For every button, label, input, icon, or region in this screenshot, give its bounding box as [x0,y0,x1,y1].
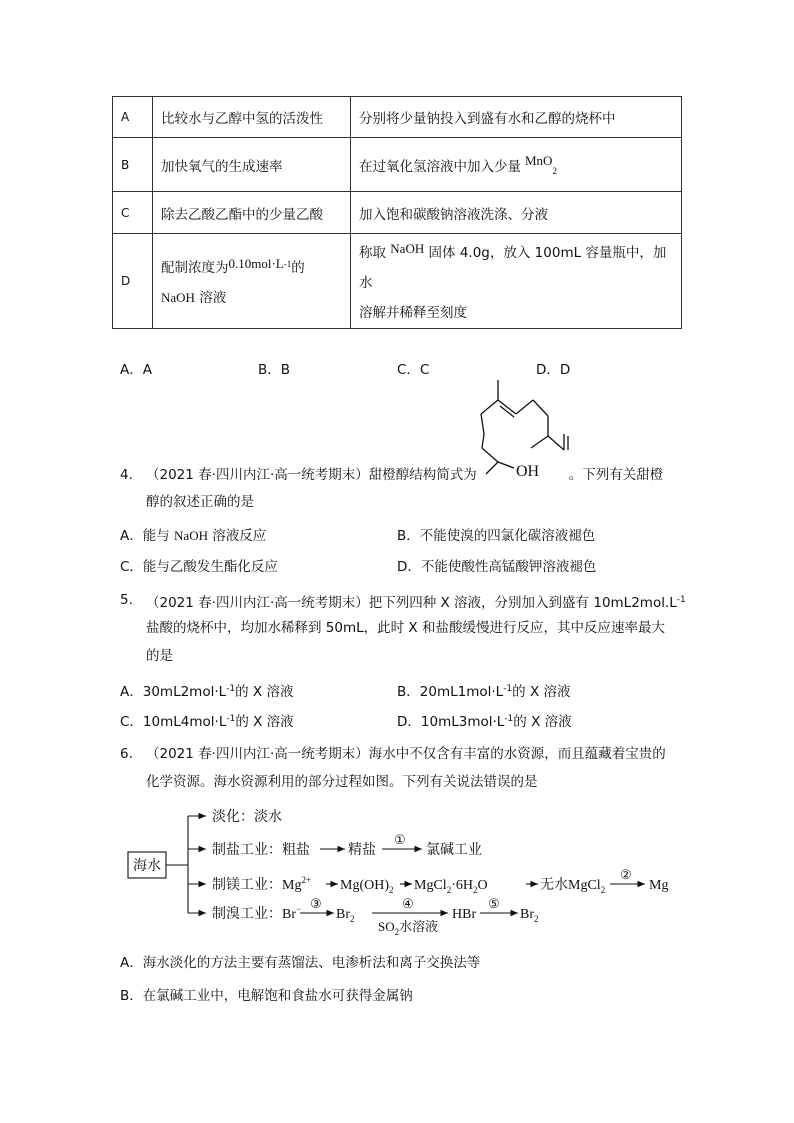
formula: MgCl [414,878,447,893]
formula: 水溶液 [399,919,439,934]
q4-stem-line2: 醇的叙述正确的是 [146,494,254,510]
q5-stem-line3: 的是 [146,648,173,664]
row-magnesium-label [212,875,311,893]
subscript: 2 [472,885,478,895]
chlor-alkali: 氯碱工业 [426,843,482,858]
so2-condition [378,919,438,937]
superscript: -1 [504,714,514,724]
stem-text: 。下列有关甜橙 [568,467,664,483]
option-text: B．20mL1mol·L [397,684,504,700]
hbr: HBr [452,907,477,922]
q5-option-d[interactable] [397,710,572,730]
formula: Mg(OH) [340,878,389,893]
subscript: 2 [350,914,355,924]
q6-option-a[interactable]: A．海水淡化的方法主要有蒸馏法、电渗析法和离子交换法等 [120,955,481,971]
q5-stem-line1 [146,586,686,617]
step-5: ⑤ [488,896,500,911]
option-text: 溶液反应 [207,528,267,544]
seawater-process-diagram [120,800,680,940]
bond [548,436,564,450]
formula: Br [520,907,534,922]
superscript: 2+ [301,875,312,885]
subscript: 2 [389,885,394,895]
option-text: A．30mL2mol·L [120,684,227,700]
table-row [113,192,682,234]
option-text: 的 X 溶液 [513,714,572,730]
row-letter: C [113,192,153,234]
superscript: -1 [676,595,686,605]
option-text: C．10mL4mol·L [120,714,227,730]
label-text: 制溴工业：Br [212,907,296,922]
subscript: 2 [446,885,452,895]
bond [481,400,498,414]
bond [516,400,533,414]
step-2: ② [620,867,632,882]
formula: ·6H [451,878,473,893]
stem-text: （2021 春·四川内江·高一统考期末）甜橙醇结构简式为 [146,467,477,483]
formula: MnO [525,153,553,168]
q4-option-b[interactable]: B．不能使溴的四氯化碳溶液褪色 [397,528,596,544]
subscript: 2 [394,927,400,937]
bond [481,414,484,434]
method-text: 容量瓶中，加水 [359,245,667,291]
purpose-text: 的 [291,260,305,276]
step-4: ④ [402,896,414,911]
formula: NaOH [161,290,195,305]
row-purpose: 加快氧气的生成速率 [153,138,351,192]
purpose-text: 配制浓度为 [161,260,229,276]
concentration: 0.10mol·L [228,256,284,271]
formula: SO [378,919,395,934]
q5-stem-line2: 盐酸的烧杯中，均加水稀释到 50mL，此时 X 和盐酸缓慢进行反应，其中反应速率最大 [146,620,665,636]
row-method [351,138,682,192]
mg-hydroxide [340,878,394,895]
formula: O [477,878,488,893]
subscript: 2 [600,885,606,895]
q4-option-a[interactable] [120,524,266,544]
q4-option-c[interactable]: C．能与乙酸发生酯化反应 [120,559,278,575]
q6-number: 6. [120,746,133,762]
table-row [113,97,682,138]
row-method [351,234,682,329]
fine-salt: 精盐 [348,843,376,858]
subscript: 2 [534,914,539,924]
oh-label: OH [516,463,540,480]
row-letter: D [113,234,153,329]
seawater-label: 海水 [133,859,161,874]
method-text: 溶解并稀释至刻度 [359,305,467,321]
row-method: 加入饱和碳酸钠溶液洗涤、分液 [351,192,682,234]
option-text: 的 X 溶液 [235,714,294,730]
label-text: 制镁工业：Mg [212,878,302,893]
stem-text: （2021 春·四川内江·高一统考期末）把下列四种 X 溶液，分别加入到盛有 10mL2mol.L [146,595,677,611]
volume: 100mL [534,245,582,261]
row-desalination: 淡化：淡水 [212,810,282,825]
superscript: -1 [226,714,236,724]
q5-option-a[interactable] [120,680,293,700]
row-letter: A [113,97,153,138]
experiment-table [112,96,682,329]
method-text: 固体 4.0g，放入 [428,245,531,261]
magnesium: Mg [649,878,669,893]
option-c[interactable]: C．C [397,362,430,378]
q4-stem-line1 [146,461,663,489]
bond [482,434,484,448]
option-text: 的 X 溶液 [512,684,571,700]
row-purpose: 除去乙酸乙酯中的少量乙酸 [153,192,351,234]
row-salt-label: 制盐工业：粗盐 [212,843,310,858]
q4-number: 4. [120,467,133,483]
purpose-text: 溶液 [199,290,227,306]
q6-option-b[interactable]: B．在氯碱工业中，电解饱和食盐水可获得金属钠 [120,988,413,1004]
method-text: 在过氧化氢溶液中加入少量 [359,159,521,175]
q4-option-d[interactable]: D．不能使酸性高锰酸钾溶液褪色 [397,559,597,575]
formula: 无水MgCl [540,878,601,893]
formula: NaOH [174,528,208,543]
row-bromine-label [212,904,301,922]
q6-stem-line1: （2021 春·四川内江·高一统考期末）海水中不仅含有丰富的水资源，而且蕴藏着宝贵的 [146,746,666,762]
table-row [113,138,682,192]
row-purpose [153,234,351,329]
q5-option-c[interactable] [120,710,294,730]
step-3: ③ [310,896,322,911]
option-b[interactable]: B．B [258,362,291,378]
bromine-final [520,907,539,924]
formula-sub: 2 [552,166,557,176]
bond [531,436,548,448]
anhydrous-mgcl2 [540,876,605,895]
option-d[interactable]: D．D [536,362,571,378]
step-1: ① [394,832,406,847]
row-method: 分别将少量钠投入到盛有水和乙醇的烧杯中 [351,97,682,138]
option-text: A．能与 [120,528,175,544]
q6-stem-line2: 化学资源。海水资源利用的部分过程如图。下列有关说法错误的是 [146,774,538,790]
q5-number: 5. [120,592,133,608]
bond [482,448,498,462]
formula: NaOH [390,241,425,256]
formula: Br [336,907,350,922]
concentration-sup: -1 [283,259,292,269]
superscript: -1 [503,684,513,694]
superscript: -1 [226,684,236,694]
row-letter: B [113,138,153,192]
option-text: D．10mL3mol·L [397,714,505,730]
option-a[interactable]: A．A [120,362,152,378]
table-row [113,234,682,329]
q5-option-b[interactable] [397,680,571,700]
mgcl2-hydrate [414,878,488,895]
row-purpose: 比较水与乙醇中氢的活泼性 [153,97,351,138]
option-text: 的 X 溶液 [235,684,294,700]
method-text: 称取 [359,245,386,261]
bromine [336,907,355,924]
superscript: − [296,904,302,914]
bond [533,400,548,416]
